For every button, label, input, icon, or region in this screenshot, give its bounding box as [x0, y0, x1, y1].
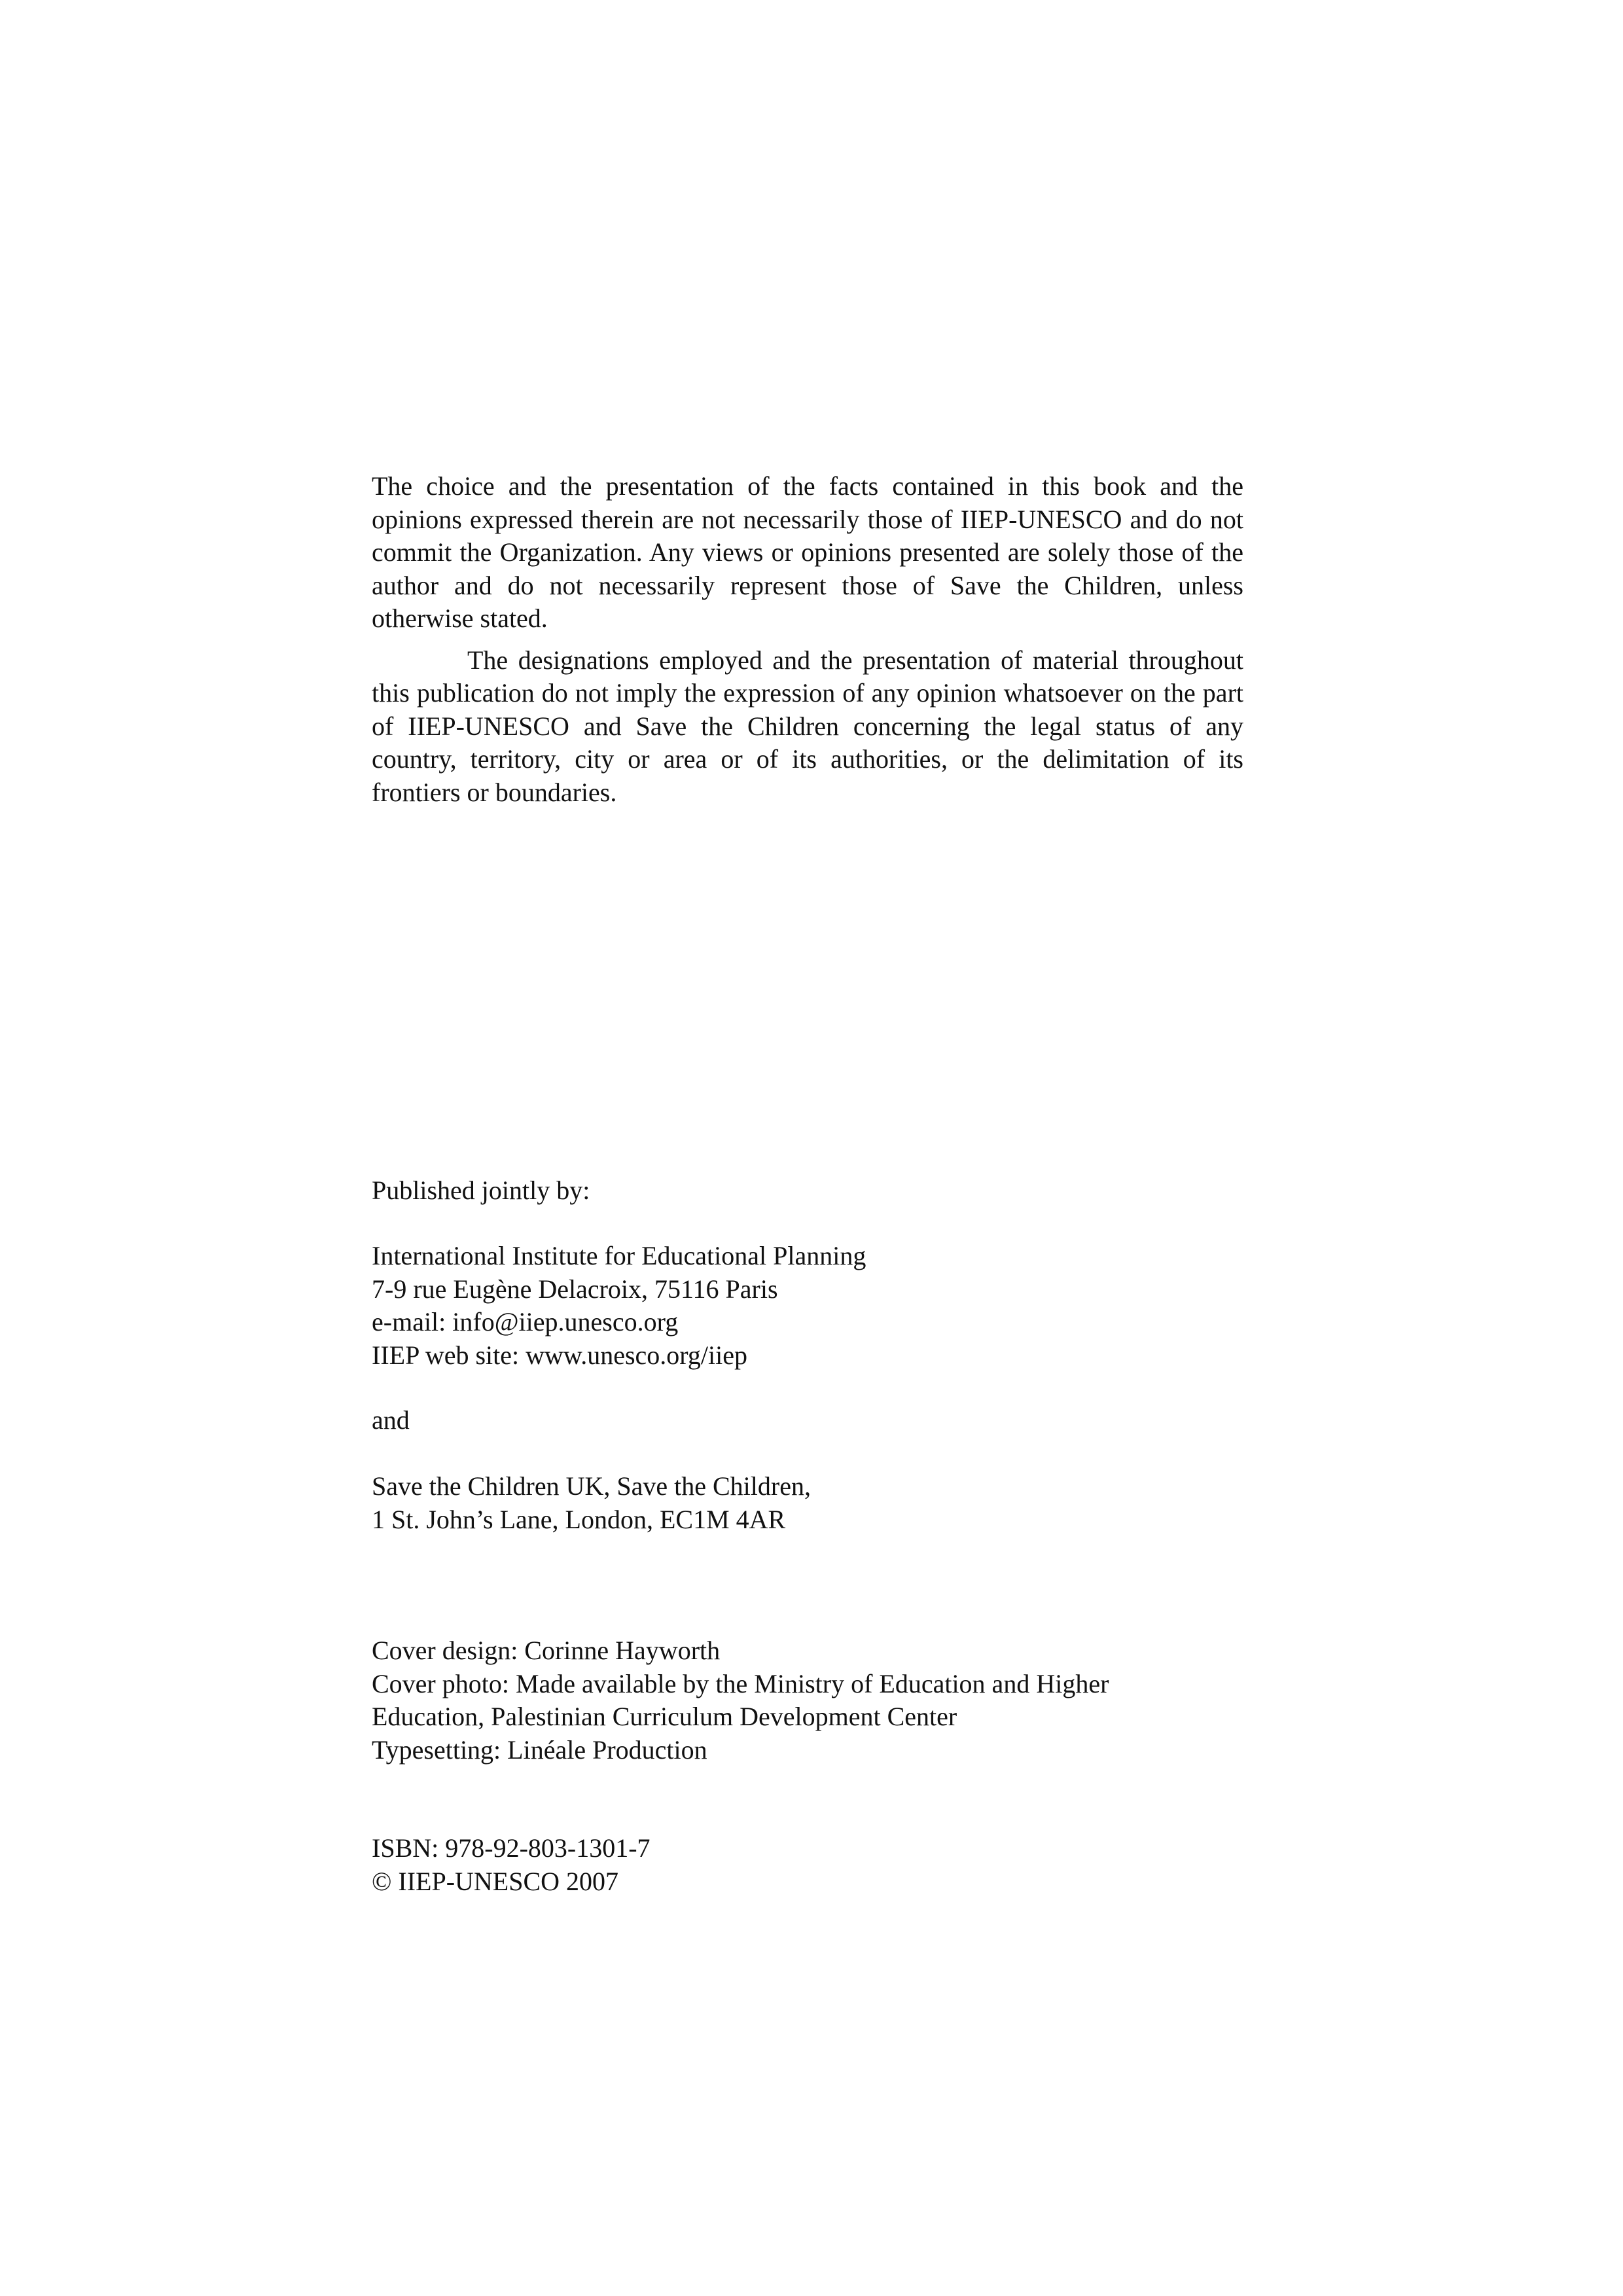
disclaimer-paragraph-1: The choice and the presentation of the facts contained in this book and the opinions expressed therein are not necessarily those of IIEP-UNESCO and do not commit the Organization. Any views or opinions presented are solely those of the author and do not necessarily represent those of Save the Children, unless otherwise stated. [372, 471, 1243, 633]
typesetting-credit: Typesetting: Linéale Production [372, 1734, 707, 1765]
and-text: and [372, 1405, 410, 1435]
copyright-notice: © IIEP-UNESCO 2007 [372, 1866, 619, 1896]
iiep-website: IIEP web site: www.unesco.org/iiep [372, 1340, 747, 1370]
iiep-street-address: 7-9 rue Eugène Delacroix, 75116 Paris [372, 1274, 778, 1304]
disclaimer-section [372, 470, 1243, 809]
save-the-children-name: Save the Children UK, Save the Children, [372, 1471, 811, 1501]
iiep-address-block [372, 1240, 1243, 1372]
save-the-children-street-address: 1 St. John’s Lane, London, EC1M 4AR [372, 1504, 786, 1534]
identifiers-block [372, 1832, 1243, 1898]
iiep-name: International Institute for Educational Planning [372, 1241, 866, 1270]
cover-photo-credit-line-1: Cover photo: Made available by the Ministry of Education and Higher [372, 1668, 1109, 1698]
published-jointly-heading [372, 1174, 1243, 1208]
save-the-children-address-block [372, 1470, 1243, 1536]
publisher-conjunction [372, 1404, 1243, 1437]
isbn-number: ISBN: 978-92-803-1301-7 [372, 1833, 651, 1863]
published-jointly-label: Published jointly by: [372, 1175, 590, 1205]
cover-design-credit: Cover design: Corinne Hayworth [372, 1636, 721, 1665]
credits-block [372, 1634, 1243, 1767]
cover-photo-credit-line-2: Education, Palestinian Curriculum Development Center [372, 1702, 957, 1731]
disclaimer-paragraph-2: The designations employed and the presentation of material throughout this publication do not imply the expression of any opinion whatsoever on the part of IIEP-UNESCO and Save the Children concerning the legal status of any country, territory, city or area or of its authorities, or the delimitation of its frontiers or boundaries. [372, 645, 1243, 807]
iiep-email: e-mail: info@iiep.unesco.org [372, 1307, 679, 1336]
